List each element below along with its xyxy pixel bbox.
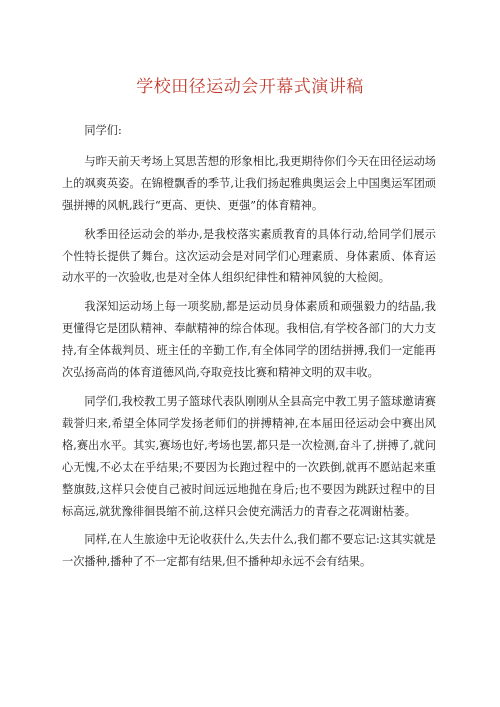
paragraph-5: 同样,在人生旅途中无论收获什么,失去什么,我们都不要忘记:这其实就是一次播种,播种了不一定都有结果,但不播种却永远不会有结果。: [62, 533, 436, 569]
salutation: 同学们:: [84, 124, 122, 137]
paragraph-2: 秋季田径运动会的举办,是我校落实素质教育的具体行动,给同学们展示个性特长提供了舞台。这次运动会是对同学们心理素质、身体素质、体育运动水平的一次验收,也是对全体人组织纪律性和精神风貌的大检阅。: [62, 227, 436, 285]
paragraph-4: 同学们,我校教工男子篮球代表队刚刚从全县高完中教工男子篮球邀请赛载誉归来,希望全体同学发扬老师们的拼搏精神,在本届田径运动会中赛出风格,赛出水平。其实,赛场也好,考场也罢,都只是一次检测,奋斗了,拼搏了,就问心无愧,不必太在乎结果;不要因为长跑过程中的一次跌倒,就再不愿站起来重整旗鼓,这样只会使自己被时间远远地抛在身后;也不要因为跳跃过程中的目标高远,就犹豫徘徊畏缩不前,这样只会使充满活力的青春之花凋谢枯萎。: [62, 394, 436, 518]
document-body: [62, 120, 436, 573]
document-title: 学校田径运动会开幕式演讲稿: [136, 77, 364, 97]
paragraph-3: 我深知运动场上每一项奖励,都是运动员身体素质和顽强毅力的结晶,我更懂得它是团队精神、奉献精神的综合体现。我相信,有学校各部门的大力支持,有全体裁判员、班主任的辛勤工作,有全体同学的团结拼搏,我们一定能再次弘扬高尚的体育道德风尚,夺取竞技比赛和精神文明的双丰收。: [62, 300, 436, 380]
paragraph-1: 与昨天前天考场上冥思苦想的形象相比,我更期待你们今天在田径运动场上的飒爽英姿。在锦橙飘香的季节,让我们扬起雅典奥运会上中国奥运军团顽强拼搏的风帆,践行“更高、更快、更强”的体育精神。: [62, 154, 436, 212]
